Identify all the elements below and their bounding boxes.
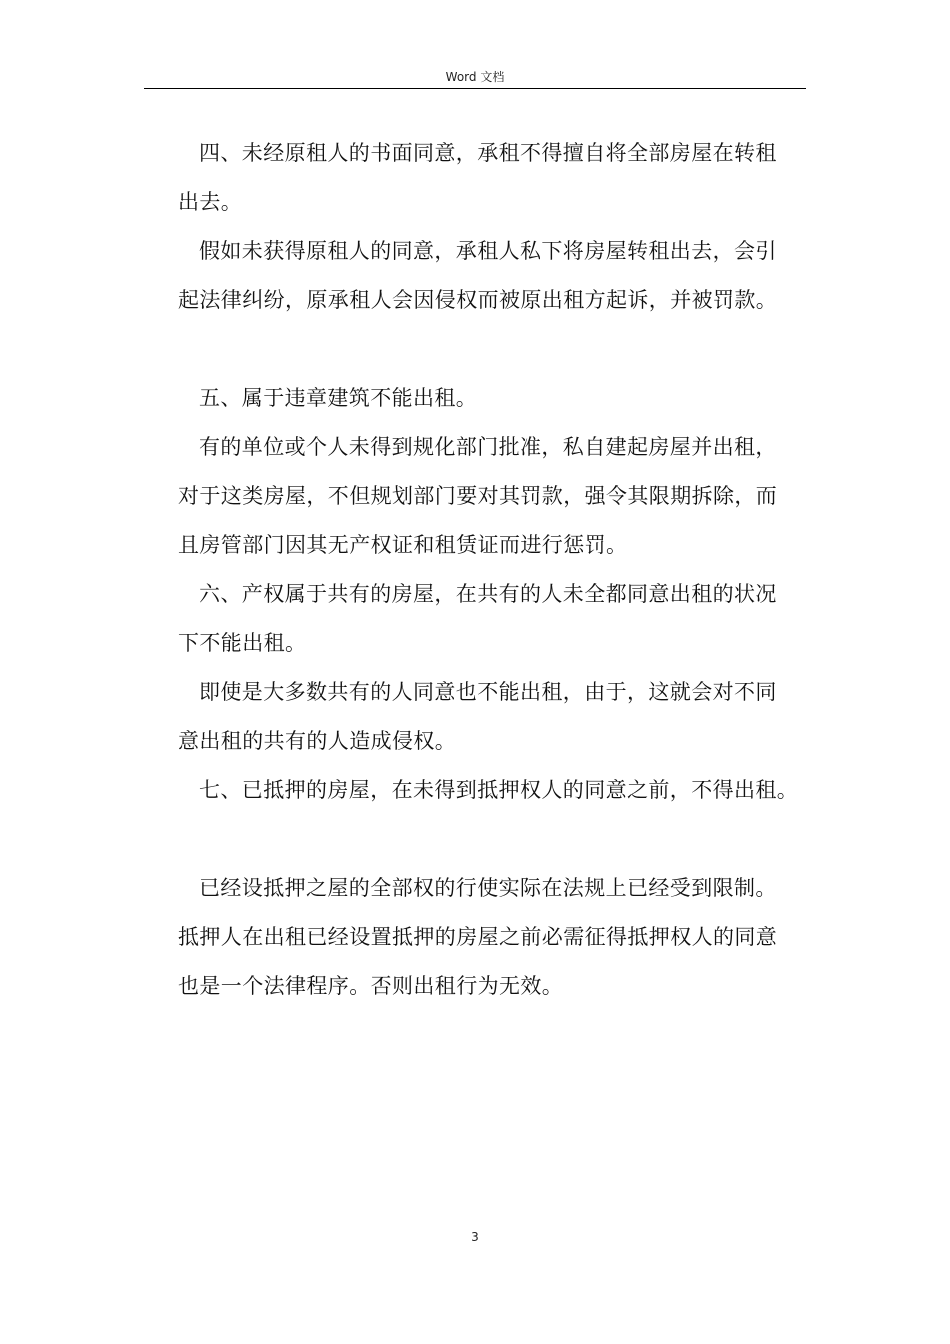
paragraph-line: 六、产权属于共有的房屋，在共有的人未全都同意出租的状况 [199,582,777,606]
page-header: Word 文档 [144,70,806,89]
paragraph-line: 也是一个法律程序。否则出租行为无效。 [178,974,564,998]
paragraph-line: 有的单位或个人未得到规化部门批准，私自建起房屋并出租， [199,435,777,459]
paragraph-line: 且房管部门因其无产权证和租赁证而进行惩罚。 [178,533,628,557]
document-body [178,129,818,1011]
paragraph-line: 即使是大多数共有的人同意也不能出租，由于，这就会对不同 [199,680,777,704]
paragraph-line: 出去。 [178,190,243,214]
paragraph-line: 下不能出租。 [178,631,307,655]
paragraph-gap [178,815,818,864]
paragraph-line: 对于这类房屋，不但规划部门要对其罚款，强令其限期拆除，而 [178,484,778,508]
paragraph-line: 抵押人在出租已经设置抵押的房屋之前必需征得抵押权人的同意 [178,925,778,949]
paragraph-line: 假如未获得原租人的同意，承租人私下将房屋转租出去，会引 [199,239,777,263]
paragraph-line: 起法律纠纷，原承租人会因侵权而被原出租方起诉，并被罚款。 [178,288,778,312]
paragraph-line: 已经设抵押之屋的全部权的行使实际在法规上已经受到限制。 [199,876,777,900]
page-number: 3 [471,1230,479,1244]
paragraph-line: 四、未经原租人的书面同意，承租不得擅自将全部房屋在转租 [199,141,777,165]
paragraph-gap [178,325,818,374]
paragraph-line: 七、已抵押的房屋，在未得到抵押权人的同意之前，不得出租。 [199,778,799,802]
paragraph-line: 五、属于违章建筑不能出租。 [199,386,478,410]
paragraph-line: 意出租的共有的人造成侵权。 [178,729,457,753]
